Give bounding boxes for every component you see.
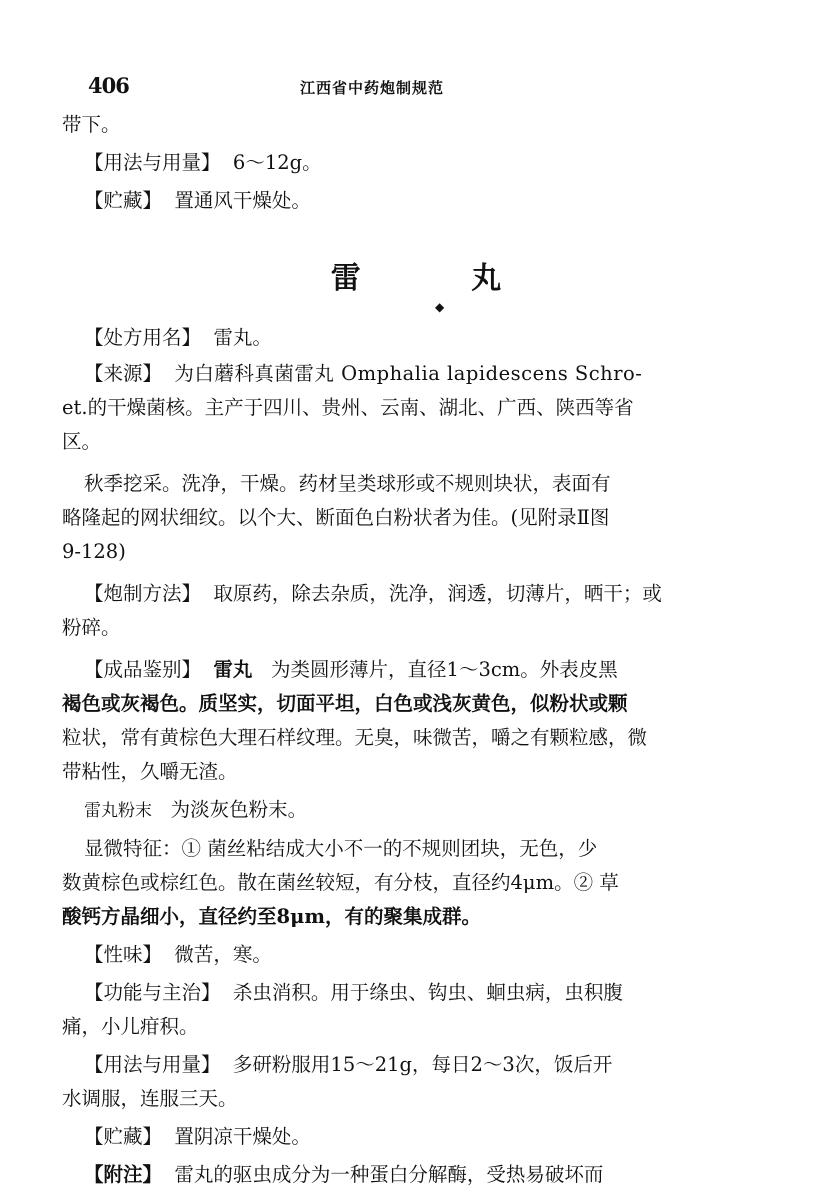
nature-text: 微苦，寒。 <box>174 943 272 966</box>
harvest-line-1: 秋季挖采。洗净，干燥。药材呈类球形或不规则块状，表面有 <box>84 472 611 495</box>
note-label: 【附注】 <box>84 1163 163 1186</box>
source-label: 【来源】 <box>84 362 163 385</box>
prev-usage-line <box>62 146 730 180</box>
nature-label: 【性味】 <box>84 943 163 966</box>
function-text-1: 杀虫消积。用于绦虫、钩虫、蛔虫病，虫积腹 <box>232 981 623 1004</box>
identification-line-1 <box>62 653 730 687</box>
powder-line <box>62 793 730 828</box>
dosage-label: 【用法与用量】 <box>84 1053 221 1076</box>
processing-line-1 <box>62 577 730 611</box>
ink-mark: ◆ <box>435 300 445 314</box>
identification-line-3: 粒状，常有黄棕色大理石样纹理。无臭，味微苦，嚼之有颗粒感，微 <box>62 726 648 749</box>
nature-line <box>62 938 730 972</box>
harvest-line-3: 9-128) <box>62 540 126 563</box>
entry-body <box>62 321 730 1192</box>
micro-line-3: 酸钙方晶细小，直径约至8μm，有的聚集成群。 <box>62 905 481 928</box>
prescription-label: 【处方用名】 <box>84 326 202 349</box>
dosage-line-2: 水调服，连服三天。 <box>62 1087 238 1110</box>
prev-storage-label: 【贮藏】 <box>84 189 163 212</box>
prev-usage-label: 【用法与用量】 <box>84 151 221 174</box>
processing-text-1: 取原药，除去杂质，洗净，润透，切薄片，晒干；或 <box>213 582 662 605</box>
dosage-text-1: 多研粉服用15～21g，每日2～3次，饭后开 <box>232 1053 613 1076</box>
prescription-line <box>62 321 730 355</box>
running-header: 江西省中药炮制规范 <box>300 79 445 97</box>
prev-usage-text: 6～12g。 <box>232 151 322 174</box>
source-line-3: 区。 <box>62 430 102 453</box>
source-line-2: et.的干燥菌核。主产于四川、贵州、云南、湖北、广西、陕西等省 <box>62 396 634 419</box>
function-line-2: 痛，小儿疳积。 <box>62 1015 199 1038</box>
function-label: 【功能与主治】 <box>84 981 221 1004</box>
source-text-1: 为白蘑科真菌雷丸 Omphalia lapidescens Schro- <box>174 362 643 385</box>
identification-line-2: 褐色或灰褐色。质坚实，切面平坦，白色或浅灰黄色，似粉状或颗 <box>62 692 628 715</box>
entry-title: 雷 丸 <box>330 261 552 296</box>
identification-line-4: 带粘性，久嚼无渣。 <box>62 760 238 783</box>
previous-entry-tail <box>62 108 730 218</box>
storage-label: 【贮藏】 <box>84 1125 163 1148</box>
note-text: 雷丸的驱虫成分为一种蛋白分解酶，受热易破坏而 <box>174 1163 604 1186</box>
processing-label: 【炮制方法】 <box>84 582 202 605</box>
powder-name: 雷丸粉末 <box>84 801 152 821</box>
function-line-1 <box>62 976 730 1010</box>
prescription-text: 雷丸。 <box>213 326 272 349</box>
storage-text: 置阴凉干燥处。 <box>174 1125 311 1148</box>
identification-label: 【成品鉴别】 <box>84 658 202 681</box>
identification-name: 雷丸 <box>213 658 253 681</box>
processing-line-2: 粉碎。 <box>62 616 121 639</box>
page-number: 406 <box>88 73 129 98</box>
harvest-line-2: 略隆起的网状细纹。以个大、断面色白粉状者为佳。(见附录Ⅱ图 <box>62 506 610 529</box>
source-line-1 <box>62 357 730 391</box>
continuation-text: 带下。 <box>62 113 121 136</box>
identification-text-1: 为类圆形薄片，直径1～3cm。外表皮黑 <box>271 658 618 681</box>
storage-line <box>62 1120 730 1154</box>
dosage-line-1 <box>62 1048 730 1082</box>
powder-text: 为淡灰色粉末。 <box>170 798 308 821</box>
micro-line-1: 显微特征：① 菌丝粘结成大小不一的不规则团块，无色，少 <box>84 837 598 860</box>
prev-storage-line <box>62 184 730 218</box>
micro-line-2: 数黄棕色或棕红色。散在菌丝较短，有分枝，直径约4μm。② 草 <box>62 871 619 894</box>
note-line <box>62 1158 730 1192</box>
prev-storage-text: 置通风干燥处。 <box>174 189 311 212</box>
